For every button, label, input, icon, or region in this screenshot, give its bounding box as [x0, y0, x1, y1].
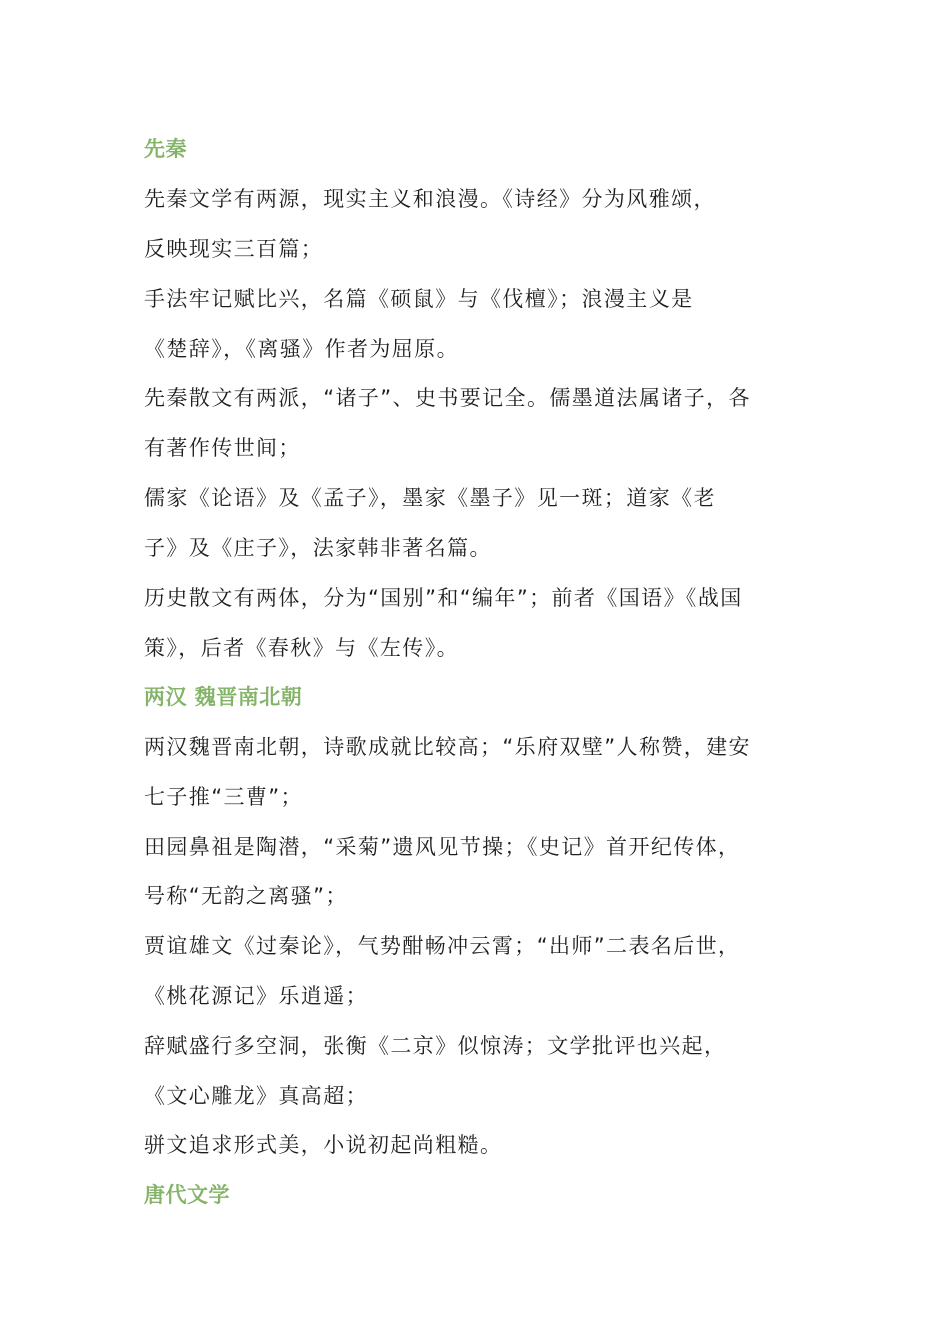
text-line: 号称“无韵之离骚”； [144, 884, 348, 908]
section-heading: 两汉 魏晋南北朝 [144, 685, 303, 709]
text-line: 贾谊雄文《过秦论》，气势酣畅冲云霄；“出师”二表名后世， [144, 934, 741, 958]
text-line: 七子推“三曹”； [144, 785, 303, 809]
text-line: 《文心雕龙》真高超； [144, 1084, 368, 1108]
text-line: 儒家《论语》及《孟子》，墨家《墨子》见一斑；道家《老 [144, 486, 716, 510]
text-line: 历史散文有两体，分为“国别”和“编年”；前者《国语》《战国 [144, 586, 743, 610]
text-line: 有著作传世间； [144, 436, 301, 460]
text-line: 辞赋盛行多空洞，张衡《二京》似惊涛；文学批评也兴起， [144, 1034, 727, 1058]
section-heading: 唐代文学 [144, 1183, 230, 1207]
section-heading: 先秦 [144, 137, 187, 161]
text-line: 反映现实三百篇； [144, 237, 324, 261]
text-line: 先秦文学有两源，现实主义和浪漫。《诗经》分为风雅颂， [144, 187, 716, 211]
text-line: 两汉魏晋南北朝，诗歌成就比较高；“乐府双壁”人称赞，建安 [144, 735, 751, 759]
text-line: 《桃花源记》乐逍遥； [144, 984, 368, 1008]
text-line: 《楚辞》，《离骚》作者为屈原。 [144, 337, 459, 361]
text-line: 骈文追求形式美，小说初起尚粗糙。 [144, 1133, 503, 1157]
text-line: 子》及《庄子》，法家韩非著名篇。 [144, 536, 492, 560]
text-line: 田园鼻祖是陶潜，“采菊”遗风见节操；《史记》首开纪传体， [144, 835, 741, 859]
text-line: 策》，后者《春秋》与《左传》。 [144, 636, 459, 660]
text-line: 手法牢记赋比兴，名篇《硕鼠》与《伐檀》；浪漫主义是 [144, 287, 694, 311]
text-line: 先秦散文有两派，“诸子”、史书要记全。儒墨道法属诸子，各 [144, 386, 751, 410]
